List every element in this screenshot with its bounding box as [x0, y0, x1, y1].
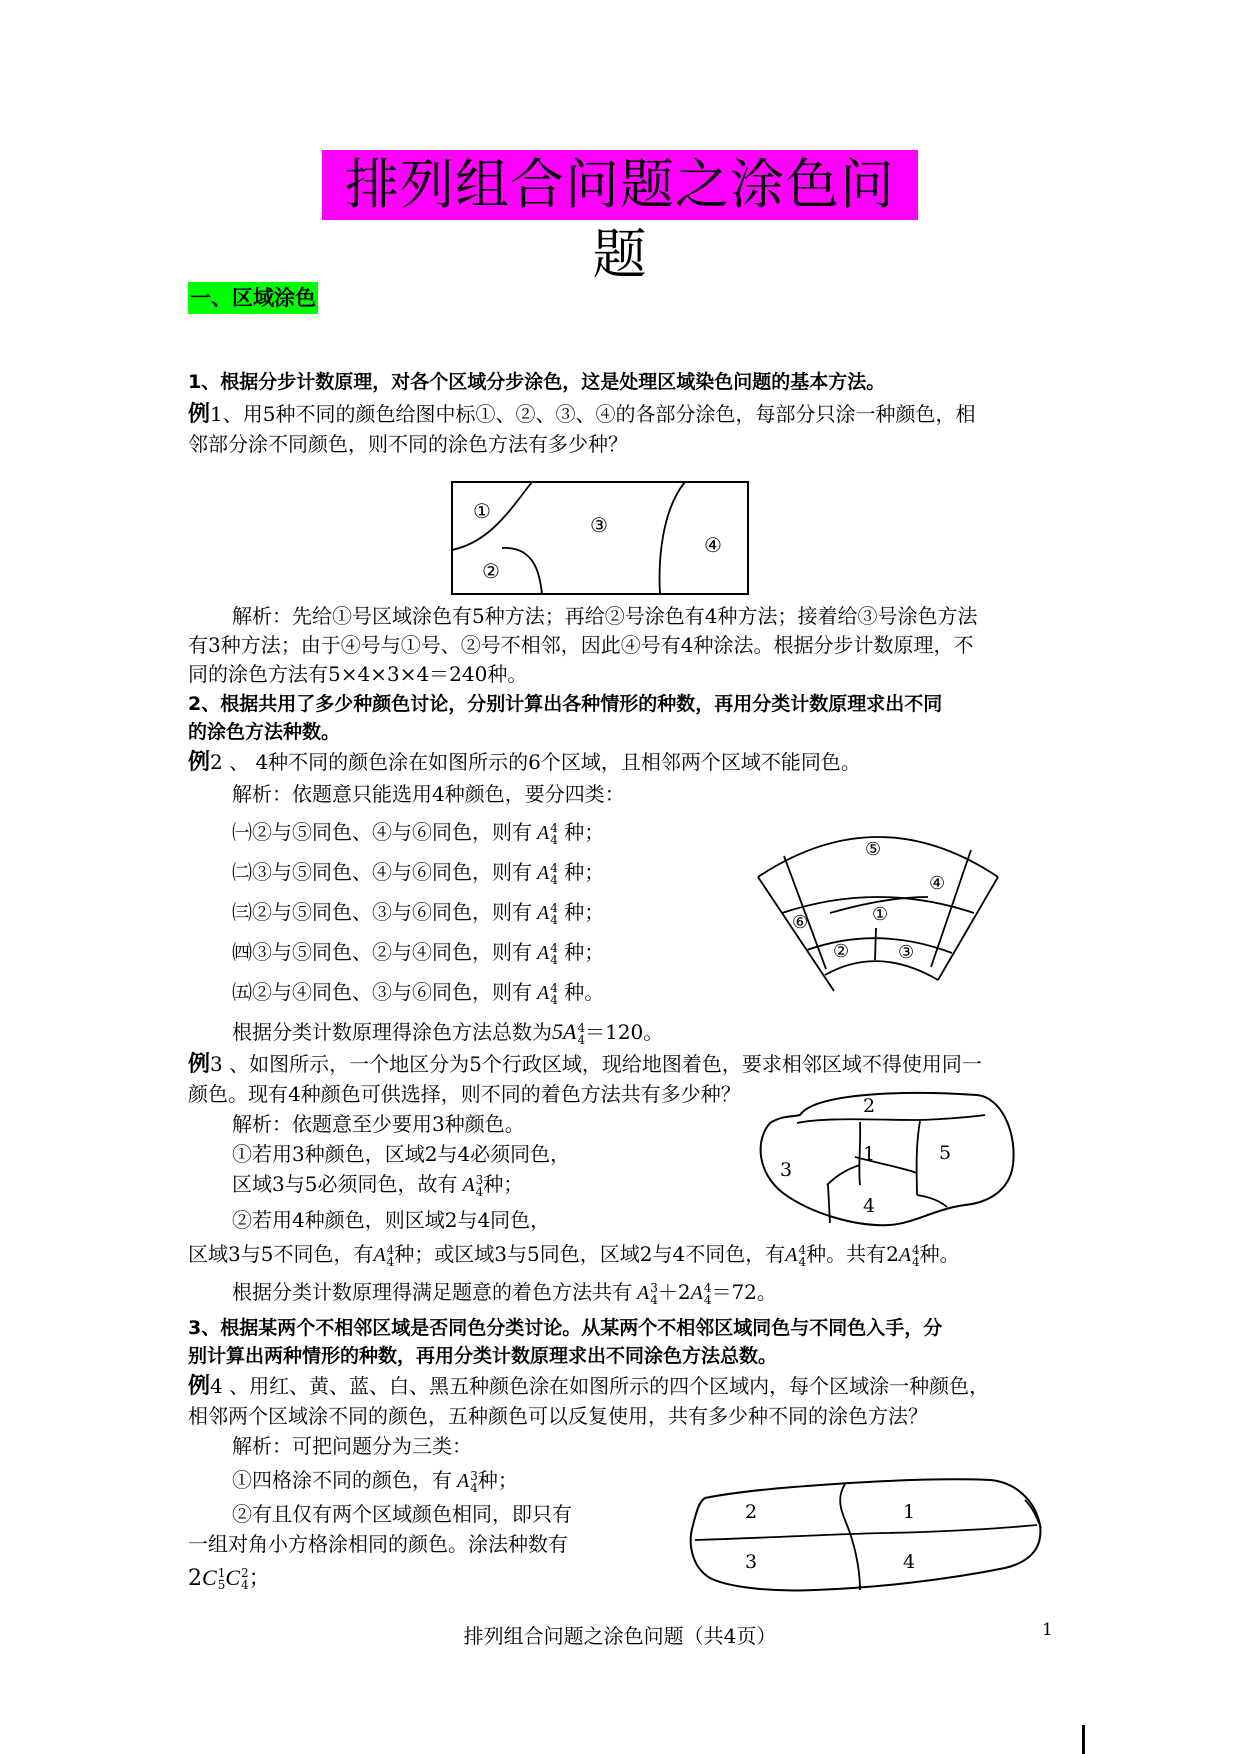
fig2-label: ⑥ — [792, 912, 809, 933]
example-2-solution-intro: 解析：依题意只能选用4种颜色，要分四类： — [232, 782, 625, 806]
example-3-solution-2: 区域3与5必须同色，故有 A 3 4 种； — [232, 1172, 524, 1199]
example-2-case: ㈤②与④同色、③与⑥同色，则有 A 4 4 种。 — [232, 980, 605, 1007]
example-4-solution-2: ②有且仅有两个区域颜色相同，即只有 — [232, 1502, 572, 1526]
example-4-line-2: 相邻两个区域涂不同的颜色，五种颜色可以反复使用，共有多少种不同的涂色方法？ — [188, 1404, 928, 1428]
fig2-label: ③ — [898, 942, 915, 963]
example-4-line-1: 例4 、用红、黄、蓝、白、黑五种颜色涂在如图所示的四个区域内，每个区域涂一种颜色， — [188, 1374, 990, 1399]
fig1-curve-c — [660, 482, 685, 594]
fig4-label: 4 — [903, 1551, 916, 1573]
example-3-solution-0: 解析：依题意至少要用3种颜色。 — [232, 1112, 525, 1136]
margin-rule — [1082, 1725, 1085, 1754]
fig1-curve-a — [452, 482, 532, 550]
example-2-case: ㈡③与⑤同色、④与⑥同色，则有 A 4 4 种； — [232, 860, 605, 887]
fig2-label: ① — [872, 904, 889, 925]
example-3-solution-1: ①若用3种颜色，区域2与4必须同色， — [232, 1142, 571, 1166]
figure-4-map — [685, 1470, 1055, 1600]
figure-2-diagram — [755, 815, 1005, 1000]
example-3-solution-4: 区域3与5不同色，有A 4 4 种；或区域3与5同色，区域2与4不同色，有A 4 4 种。共有2A 4 4 种。 — [188, 1242, 960, 1269]
fig1-curve-b — [502, 548, 542, 594]
example-4-solution-3: 一组对角小方格涂相同的颜色。涂法种数有 — [188, 1532, 568, 1556]
fig4-label: 1 — [903, 1501, 916, 1523]
method-2-line-1: 2、根据共用了多少种颜色讨论，分别计算出各种情形的种数，再用分类计数原理求出不同 — [188, 693, 943, 715]
section-heading: 一、区域涂色 — [188, 282, 318, 314]
fig1-label: ② — [482, 559, 500, 583]
example-2-case: ㈣③与⑤同色、②与④同色，则有 A 4 4 种； — [232, 940, 605, 967]
fig1-label: ① — [473, 499, 491, 523]
method-2-line-2: 的涂色方法种数。 — [188, 721, 341, 743]
example-2-case: ㈠②与⑤同色、④与⑥同色，则有 A 4 4 种； — [232, 820, 605, 847]
fig2-label: ④ — [929, 873, 946, 894]
example-4-solution-4: 2C 1 5 C 2 4 ； — [188, 1565, 271, 1592]
example-4-solution-0: 解析：可把问题分为三类： — [232, 1434, 472, 1458]
example-1-line-1: 例1、用5种不同的颜色给图中标①、②、③、④的各部分涂色，每部分只涂一种颜色，相 — [188, 402, 976, 427]
fig3-label: 2 — [863, 1095, 876, 1117]
fig2-label: ② — [833, 941, 850, 962]
fig3-label: 5 — [939, 1142, 952, 1164]
fig3-label: 3 — [780, 1159, 793, 1181]
fig3-label: 1 — [863, 1143, 876, 1165]
fig4-label: 2 — [745, 1501, 758, 1523]
page-footer: 排列组合问题之涂色问题（共4页） — [463, 1624, 777, 1648]
page-number: 1 — [1042, 1620, 1053, 1640]
example-3-solution-3: ②若用4种颜色，则区域2与4同色， — [232, 1208, 551, 1232]
example-3-line-1: 例3 、如图所示，一个地区分为5个行政区域，现给地图着色，要求相邻区域不得使用同一 — [188, 1052, 982, 1077]
example-3-solution-5: 根据分类计数原理得满足题意的着色方法共有 A 3 4 ＋2A 4 4 ＝72。 — [232, 1280, 777, 1307]
example-1-solution-2: 有3种方法；由于④号与①号、②号不相邻，因此④号有4种涂法。根据分步计数原理，不 — [188, 633, 974, 657]
example-2-line-1: 例2 、 4种不同的颜色涂在如图所示的6个区域，且相邻两个区域不能同色。 — [188, 750, 861, 775]
fig4-label: 3 — [745, 1551, 758, 1573]
figure-1-diagram — [440, 470, 760, 610]
fig2-label: ⑤ — [865, 839, 882, 860]
example-2-total: 根据分类计数原理得涂色方法总数为5A 4 4 ＝120。 — [232, 1019, 664, 1047]
figure-3-map — [755, 1085, 1015, 1235]
example-3-line-2: 颜色。现有4种颜色可供选择，则不同的着色方法共有多少种？ — [188, 1082, 741, 1106]
fig1-label: ④ — [704, 533, 722, 557]
method-3-line-1: 3、根据某两个不相邻区域是否同色分类讨论。从某两个不相邻区域同色与不同色入手，分 — [188, 1317, 943, 1339]
example-2-case: ㈢②与⑤同色、③与⑥同色，则有 A 4 4 种； — [232, 900, 605, 927]
example-1-line-2: 邻部分涂不同颜色，则不同的涂色方法有多少种？ — [188, 432, 628, 456]
example-1-solution-1: 解析：先给①号区域涂色有5种方法；再给②号涂色有4种方法；接着给③号涂色方法 — [232, 604, 978, 628]
example-1-solution-3: 同的涂色方法有5×4×3×4＝240种。 — [188, 662, 528, 686]
page-title: 排列组合问题之涂色问题 — [322, 150, 918, 220]
method-3-line-2: 别计算出两种情形的种数，再用分类计数原理求出不同涂色方法总数。 — [188, 1345, 778, 1367]
fig1-label: ③ — [590, 513, 608, 537]
example-4-solution-1: ①四格涂不同的颜色，有 A 3 4 种； — [232, 1468, 518, 1495]
fig3-label: 4 — [863, 1195, 876, 1217]
method-1: 1、根据分步计数原理，对各个区域分步涂色，这是处理区域染色问题的基本方法。 — [188, 371, 886, 393]
